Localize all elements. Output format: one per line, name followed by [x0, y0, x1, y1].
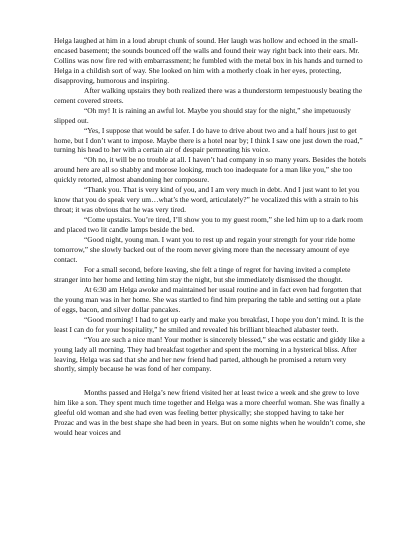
section-break: [54, 374, 366, 388]
paragraph-9: For a small second, before leaving, she felt a tinge of regret for having invited a complete stranger into her home and letting him stay the night, but she immediately dismissed the thought.: [54, 264, 351, 284]
paragraph-5: “Oh no, it will be no trouble at all. I haven’t had company in so many years. Besides the hotels around here are all so shabby and morose looking, much too inadequate for a man like you,” she too quickly retorted, almost abandoning her composure.: [54, 155, 367, 185]
paragraph-11: “Good morning! I had to get up early and make you breakfast, I hope you don’t mind. It is the least I can do for your hospitality,” he smiled and revealed his brilliant bleached alabaster teeth.: [54, 314, 364, 334]
paragraph-4: “Yes, I suppose that would be safer. I do have to drive about two and a half hours just to get home, but I don’t want to impose. Maybe there is a hotel near by; I think I saw one just down the road,” turning his head to her with a certain air of despair permeating his voice.: [54, 125, 363, 155]
paragraph-3: “Oh my! It is raining an awful lot. Maybe you should stay for the night,” she impetuously slipped out.: [54, 105, 351, 125]
paragraph-10: At 6:30 am Helga awoke and maintained her usual routine and in fact even had forgotten that the young man was in her home. She was startled to find him preparing the table and setting out a plate of eggs, bacon, and silver dollar pancakes.: [54, 284, 362, 314]
paragraph-12: “You are such a nice man! Your mother is sincerely blessed,” she was ecstatic and giddy like a young lady all morning. They had breakfast together and spent the morning in a hysterical bliss. After leaving, Helga was sad that she and her new friend had parted, although he promised a return very shortly, simply because he was fond of her company.: [54, 334, 365, 374]
paragraph-7: “Come upstairs. You’re tired, I’ll show you to my guest room,” she led him up to a dark room and placed two lit candle lamps beside the bed.: [54, 215, 363, 235]
paragraph-2: After walking upstairs they both realized there was a thunderstorm tempestuously beating the cement covered streets.: [54, 85, 363, 105]
document-body: [54, 36, 366, 438]
paragraph-8: “Good night, young man. I want you to rest up and regain your strength for your ride home tomorrow,” she slowly backed out of the room never giving more than the necessary amount of eye contact.: [54, 235, 356, 264]
paragraph-1: Helga laughed at him in a loud abrupt chunk of sound. Her laugh was hollow and echoed in the small-encased basement; the sounds bounced off the walls and found their way right back into their ears. Mr. Collins was now fire red with embarrassment; he fumbled with the metal box in his hands and turned to Helga in a childish sort of way. She looked on him with a motherly cloak in her eyes, protecting, disapproving, humorous and inspiring.: [54, 36, 363, 85]
paragraph-13: Months passed and Helga’s new friend visited her at least twice a week and she grew to love him like a son. They spent much time together and Helga was a more cheerful woman. She was finally a gleeful old woman and she had even was feeling better physically; she stopped having to take her Prozac and was in the best shape she had been in years. But on some nights when he wouldn’t come, she would hear voices and: [54, 388, 366, 438]
paragraph-6: “Thank you. That is very kind of you, and I am very much in debt. And I just want to let you know that you do speak very um…what’s the word, articulately?” he vocalized this with a strain to his throat; it was obvious that he was very tired.: [54, 185, 360, 215]
